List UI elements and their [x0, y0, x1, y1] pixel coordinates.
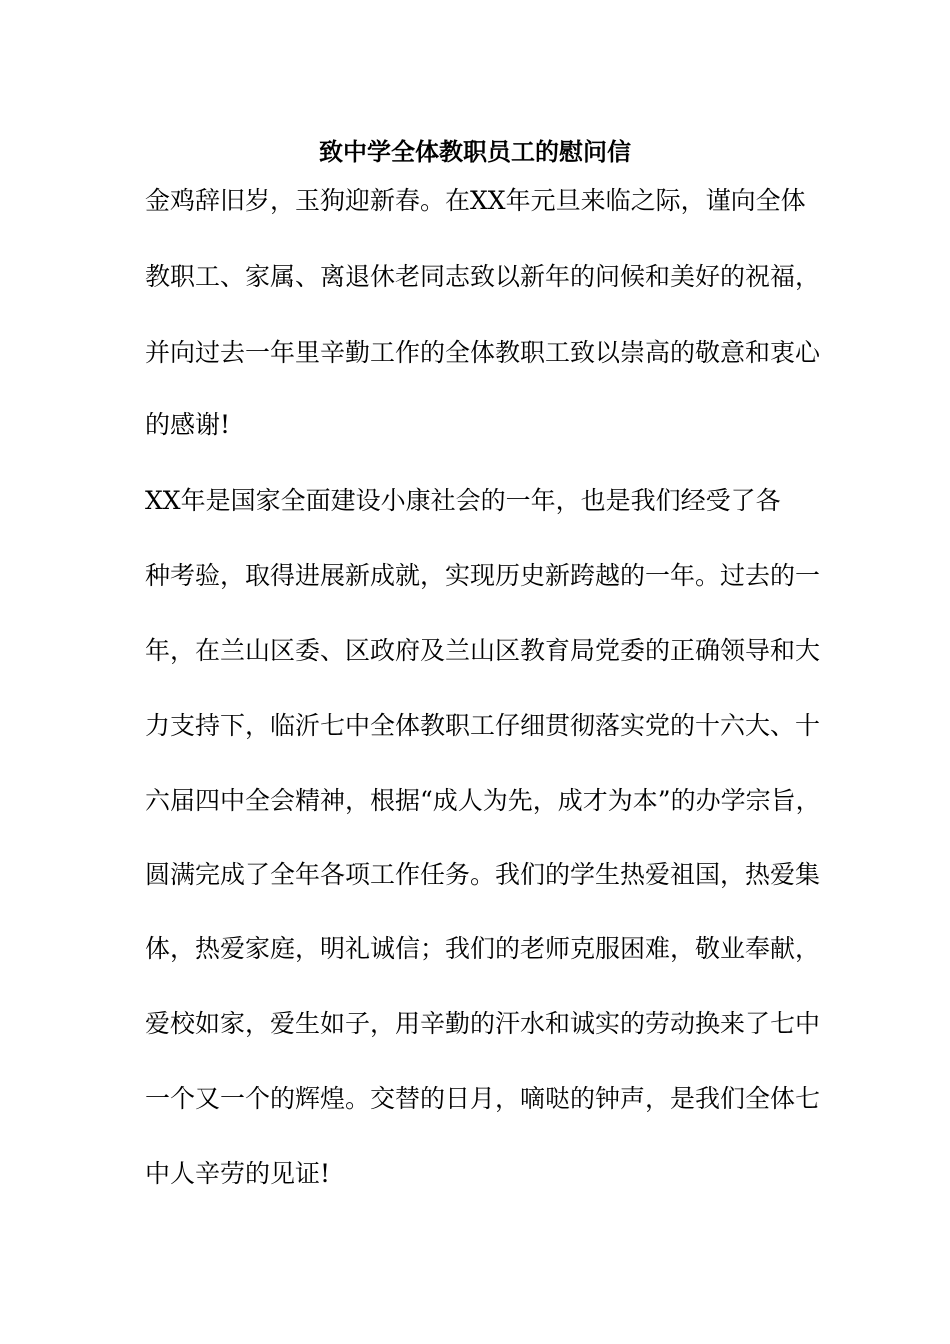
- text-line: 一个又一个的辉煌。交替的日月，嘀哒的钟声，是我们全体七: [145, 1084, 821, 1113]
- text-line: 体，热爱家庭，明礼诚信；我们的老师克服困难，敬业奉献，: [145, 934, 821, 963]
- text-line: 教职工、家属、离退休老同志致以新年的问候和美好的祝福，: [145, 262, 821, 291]
- text-line: 六届四中全会精神，根据“成人为先，成才为本”的办学宗旨，: [145, 786, 821, 815]
- page-title: 致中学全体教职员工的慰问信: [319, 138, 631, 166]
- text-line: 圆满完成了全年各项工作任务。我们的学生热爱祖国，热爱集: [145, 860, 821, 889]
- text-line: 并向过去一年里辛勤工作的全体教职工致以崇高的敬意和衷心: [145, 338, 821, 367]
- text-line: XX年是国家全面建设小康社会的一年，也是我们经受了各: [145, 486, 781, 515]
- text-line: 金鸡辞旧岁，玉狗迎新春。在XX年元旦来临之际，谨向全体: [145, 186, 806, 215]
- text-line: 爱校如家，爱生如子，用辛勤的汗水和诚实的劳动换来了七中: [145, 1009, 821, 1038]
- text-line: 种考验，取得进展新成就，实现历史新跨越的一年。过去的一: [145, 561, 821, 590]
- text-line: 中人辛劳的见证!: [145, 1159, 331, 1188]
- text-line: 的感谢!: [145, 410, 231, 439]
- text-line: 力支持下，临沂七中全体教职工仔细贯彻落实党的十六大、十: [145, 711, 821, 740]
- text-line: 年，在兰山区委、区政府及兰山区教育局党委的正确领导和大: [145, 636, 821, 665]
